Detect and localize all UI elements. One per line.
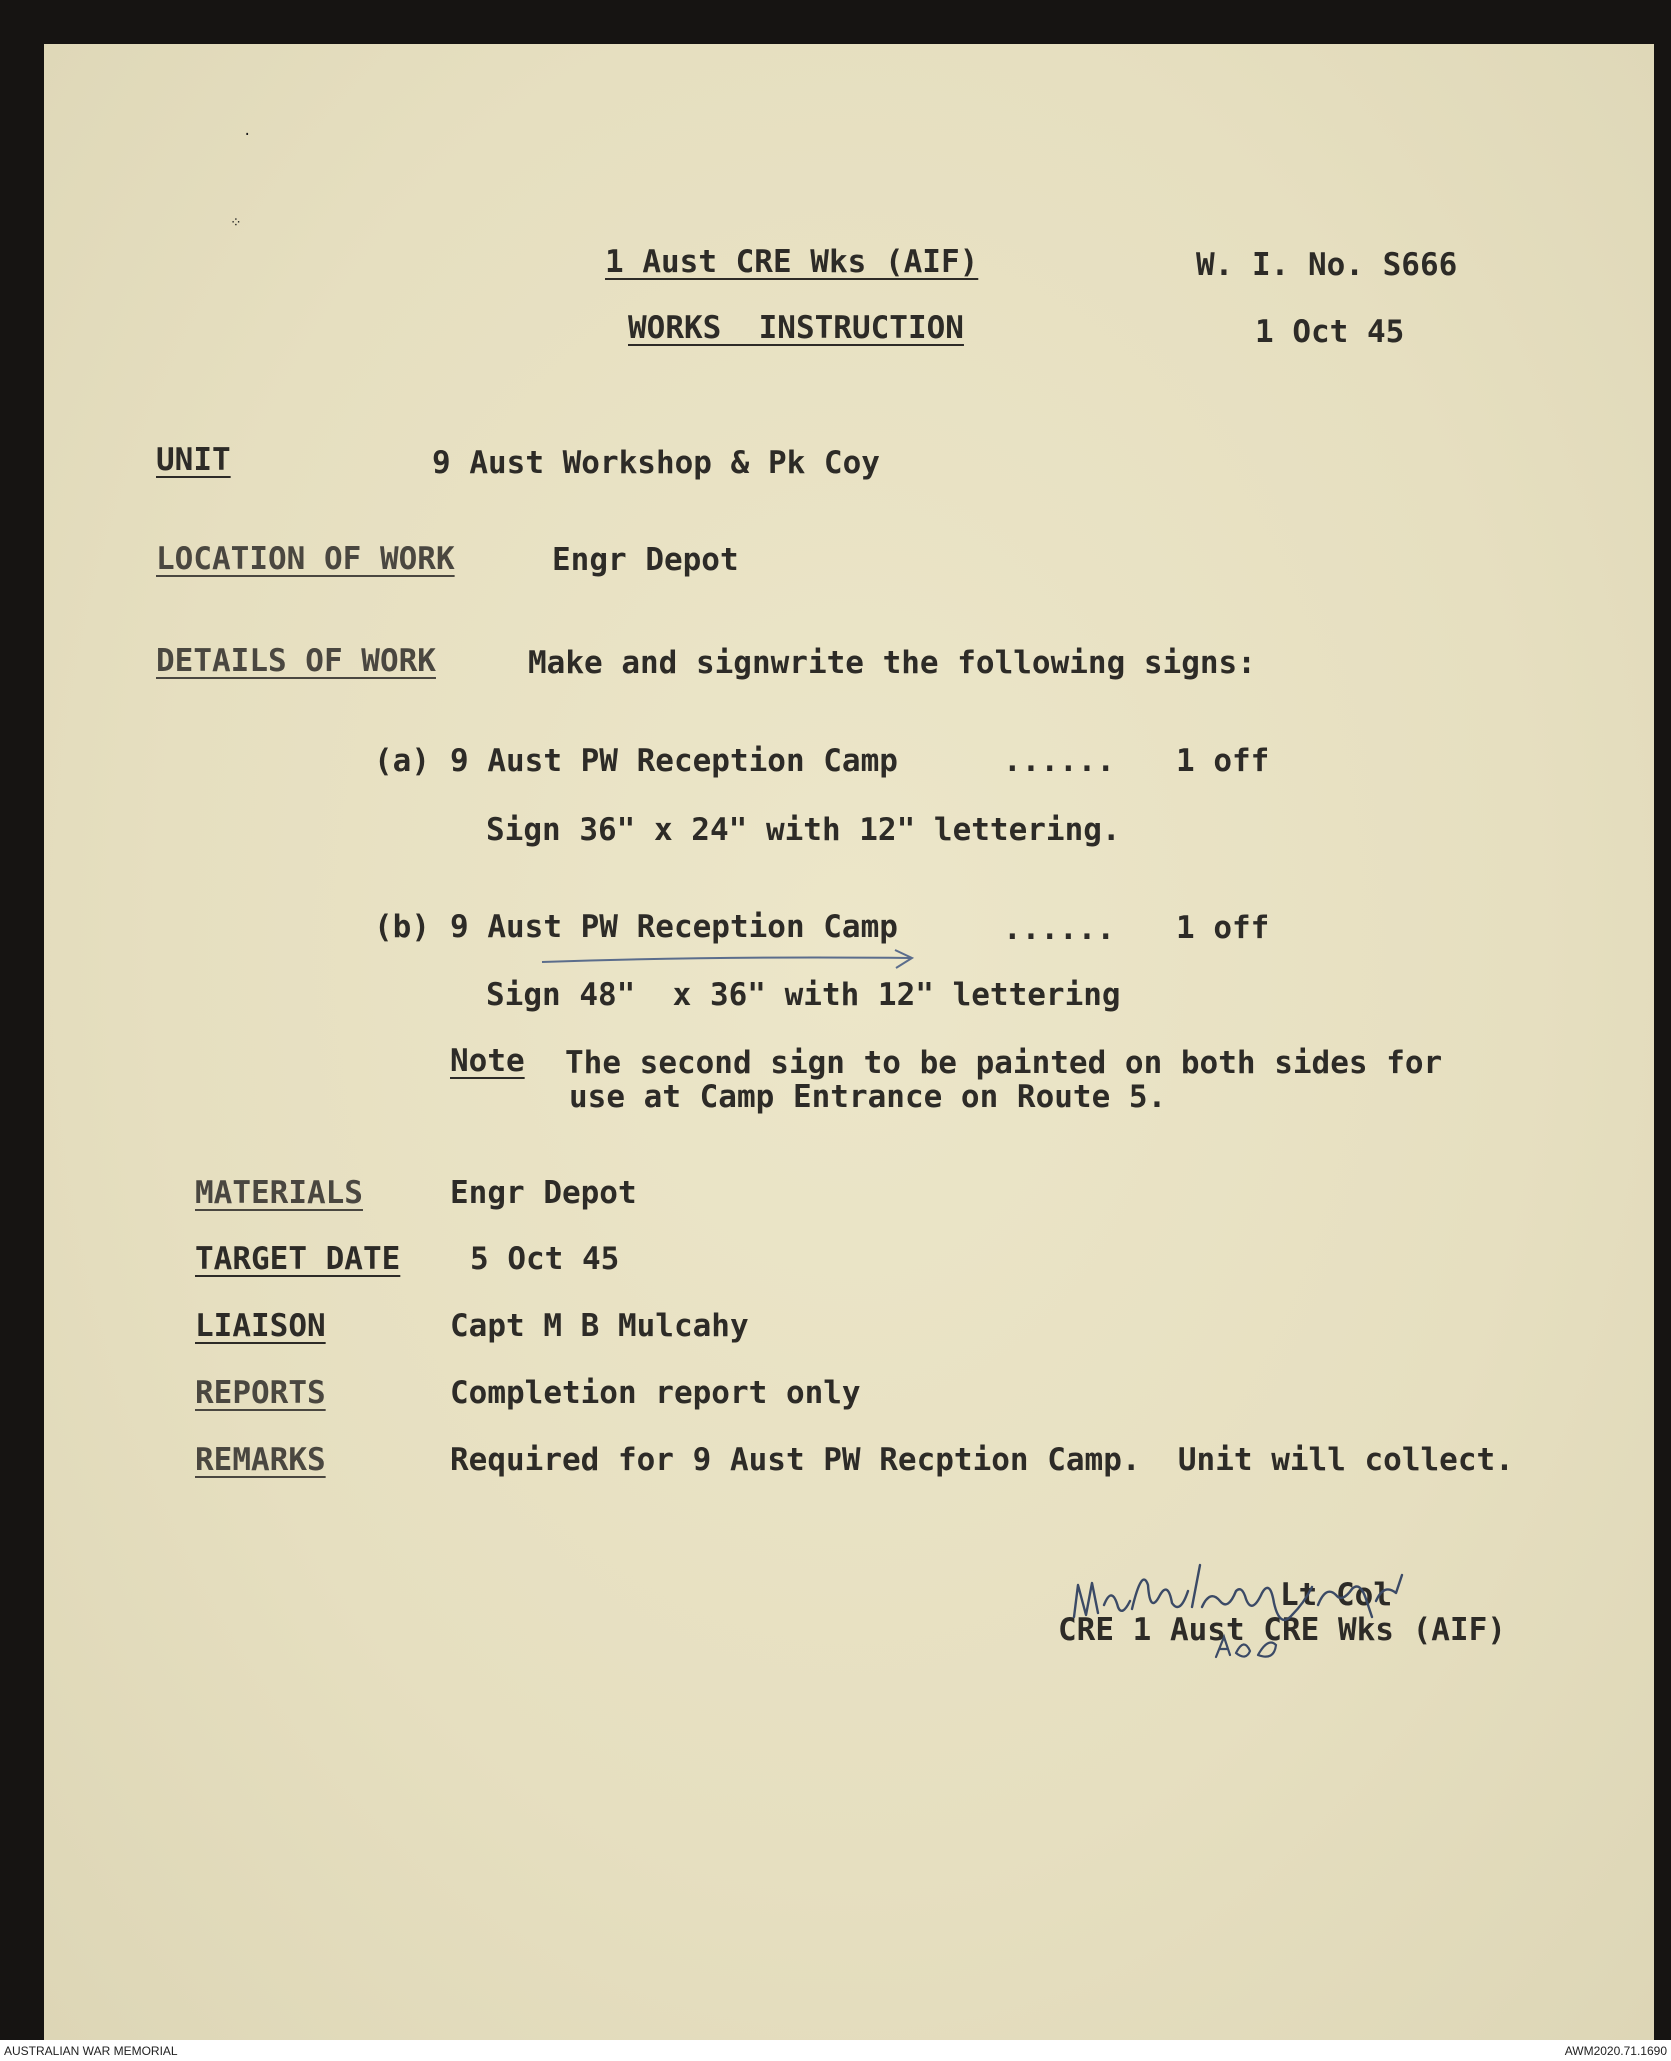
item-a-marker: (a) (374, 743, 430, 779)
reports-value: Completion report only (450, 1375, 861, 1411)
target-date-label: TARGET DATE (195, 1241, 401, 1277)
location-value: Engr Depot (552, 542, 739, 578)
item-b-marker: (b) (374, 909, 430, 945)
reports-label: REPORTS (195, 1375, 326, 1411)
note-label: Note (450, 1043, 525, 1079)
document-date: 1 Oct 45 (1255, 314, 1405, 350)
handwritten-arrow (540, 948, 920, 972)
item-b-qty: 1 off (1176, 910, 1270, 946)
item-a-qty: 1 off (1176, 743, 1270, 779)
location-label: LOCATION OF WORK (156, 541, 455, 577)
details-value: Make and signwrite the following signs: (528, 645, 1256, 681)
note-line-1: The second sign to be painted on both sides for (565, 1045, 1443, 1081)
paper-mark: ⁘ (230, 215, 242, 231)
item-a-spec: Sign 36" x 24" with 12" lettering. (486, 812, 1121, 848)
footer-accession: AWM2020.71.1690 (1564, 2044, 1667, 2058)
item-a-dots: ...... (1003, 743, 1115, 779)
remarks-value: Required for 9 Aust PW Recption Camp. Unit will collect. (450, 1442, 1514, 1478)
details-label: DETAILS OF WORK (156, 643, 436, 679)
target-date-value: 5 Oct 45 (470, 1241, 620, 1277)
signature-title: CRE 1 Aust CRE Wks (AIF) (1058, 1612, 1506, 1648)
unit-title: 1 Aust CRE Wks (AIF) (605, 244, 979, 280)
item-b-dots: ...... (1003, 911, 1115, 947)
liaison-label: LIAISON (195, 1308, 326, 1344)
unit-label: UNIT (156, 442, 231, 478)
item-b-name: 9 Aust PW Reception Camp (450, 909, 898, 945)
unit-value: 9 Aust Workshop & Pk Coy (432, 445, 880, 481)
materials-value: Engr Depot (450, 1175, 637, 1211)
item-b-spec: Sign 48" x 36" with 12" lettering (486, 977, 1121, 1013)
note-line-2: use at Camp Entrance on Route 5. (569, 1079, 1167, 1115)
handwritten-signature (1060, 1545, 1450, 1675)
wi-number: W. I. No. S666 (1196, 247, 1458, 283)
footer-institution: AUSTRALIAN WAR MEMORIAL (4, 2044, 178, 2058)
paper-mark: · (243, 127, 252, 143)
item-a-name: 9 Aust PW Reception Camp (450, 743, 898, 779)
materials-label: MATERIALS (195, 1175, 363, 1211)
liaison-value: Capt M B Mulcahy (450, 1308, 749, 1344)
document-type: WORKS INSTRUCTION (628, 310, 964, 346)
signature-rank: Lt Col (1280, 1577, 1392, 1613)
remarks-label: REMARKS (195, 1442, 326, 1478)
